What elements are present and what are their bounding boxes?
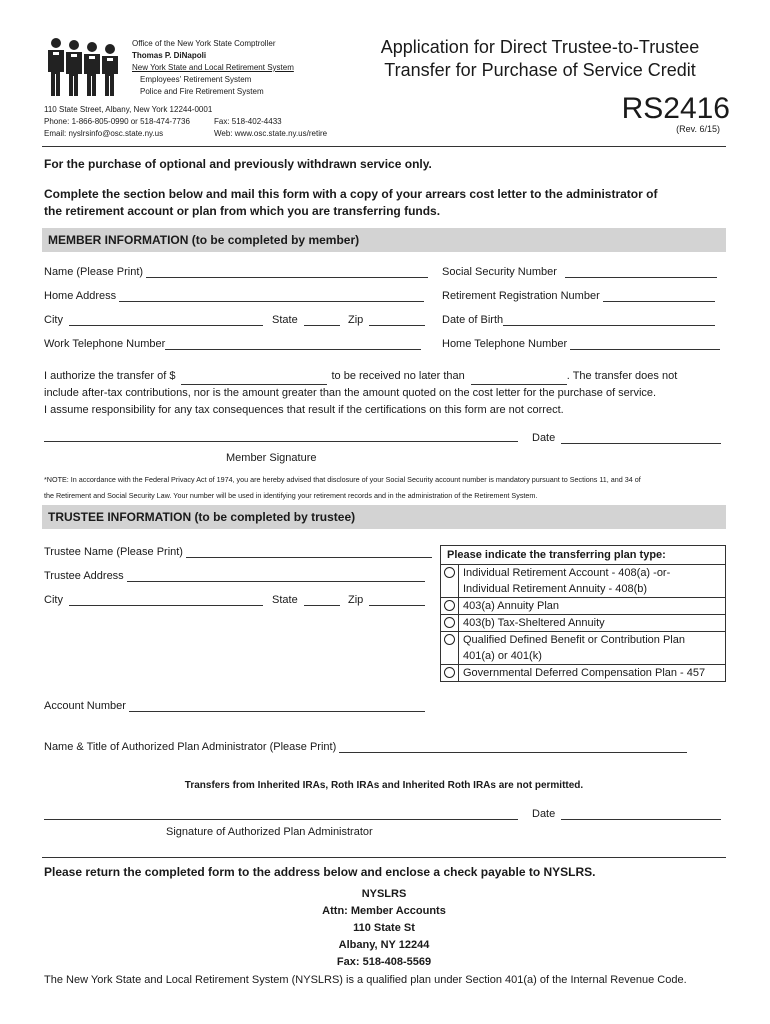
website: Web: www.osc.state.ny.us/retire xyxy=(214,129,328,138)
footer-divider xyxy=(42,857,726,858)
ssn-field[interactable] xyxy=(442,266,717,278)
intro-line-1: For the purchase of optional and previously withdrawn service only. xyxy=(44,157,432,171)
return-instruction: Please return the completed form to the address below and enclose a check payable to NYSLRS. xyxy=(44,865,596,879)
member-date-line[interactable] xyxy=(561,432,721,444)
trustee-city-line[interactable] xyxy=(69,594,263,606)
trustee-section-heading: TRUSTEE INFORMATION (to be completed by trustee) xyxy=(42,505,726,529)
return-city: Albany, NY 12244 xyxy=(338,939,430,951)
form-number: RS2416 xyxy=(621,92,730,125)
registration-number-field[interactable] xyxy=(442,290,715,302)
member-date-field[interactable] xyxy=(532,432,721,444)
home-phone-label: Home Telephone Number xyxy=(442,338,568,350)
trustee-name-field[interactable] xyxy=(44,546,432,558)
radio-403a[interactable] xyxy=(444,600,455,611)
plan-option-401-label-1: Qualified Defined Benefit or Contribution Plan xyxy=(463,634,685,646)
trustee-address-line[interactable] xyxy=(127,570,425,582)
account-number-label: Account Number xyxy=(44,700,126,712)
authorize-line-2: include after-tax contributions, nor is the amount greater than the amount quoted on the cost letter for the purchase of service. xyxy=(44,387,657,399)
admin-name-field[interactable] xyxy=(44,741,687,753)
received-by-date-line[interactable] xyxy=(471,373,567,385)
member-zip-field[interactable] xyxy=(348,314,425,326)
member-section-heading: MEMBER INFORMATION (to be completed by member) xyxy=(42,228,726,252)
work-phone-line[interactable] xyxy=(165,338,421,350)
home-address-label: Home Address xyxy=(44,290,117,302)
admin-signature-label: Signature of Authorized Plan Administrator xyxy=(166,826,373,838)
office-name: Office of the New York State Comptroller xyxy=(132,39,276,48)
footer-text: The New York State and Local Retirement System (NYSLRS) is a qualified plan under Section 401(a) of the Internal Revenue Code. xyxy=(44,974,687,986)
account-number-field[interactable] xyxy=(44,700,425,712)
trustee-name-label: Trustee Name (Please Print) xyxy=(44,546,183,558)
trustee-state-field[interactable] xyxy=(272,594,340,606)
trustee-zip-line[interactable] xyxy=(369,594,425,606)
member-zip-line[interactable] xyxy=(369,314,425,326)
nyslrs-logo xyxy=(42,36,130,100)
trustee-state-label: State xyxy=(272,594,298,606)
intro-line-2: Complete the section below and mail this form with a copy of your arrears cost letter to the administrator of xyxy=(44,187,658,201)
system-sub1: Employees' Retirement System xyxy=(140,75,252,84)
plan-option-ira-label-1: Individual Retirement Account - 408(a) -or- xyxy=(463,567,671,579)
intro-line-3: the retirement account or plan from which you are transferring funds. xyxy=(44,204,441,218)
contact-info xyxy=(44,104,327,140)
member-zip-label: Zip xyxy=(348,314,364,326)
plan-option-ira-label-2: Individual Retirement Annuity - 408(b) xyxy=(463,583,648,595)
fax: Fax: 518-402-4433 xyxy=(214,117,282,126)
admin-signature-line[interactable] xyxy=(44,808,518,820)
registration-number-label: Retirement Registration Number xyxy=(442,290,600,302)
authorize-part-a: I authorize the transfer of $ xyxy=(44,370,176,382)
plan-option-457[interactable] xyxy=(441,665,725,681)
member-name-label: Name (Please Print) xyxy=(44,266,144,278)
member-signature-line[interactable] xyxy=(44,430,518,442)
member-city-field[interactable] xyxy=(44,314,263,326)
registration-number-line[interactable] xyxy=(603,290,715,302)
dob-line[interactable] xyxy=(503,314,715,326)
authorization-text xyxy=(44,368,728,419)
member-name-field[interactable] xyxy=(44,266,428,278)
form-title xyxy=(360,36,720,82)
privacy-note-line-2: the Retirement and Social Security Law. Your number will be used in identifying your retirement records and in the administration of the Retirement System. xyxy=(44,491,538,500)
system-sub2: Police and Fire Retirement System xyxy=(140,87,264,96)
plan-option-403b-label: 403(b) Tax-Sheltered Annuity xyxy=(463,617,605,629)
member-name-line[interactable] xyxy=(146,266,428,278)
trustee-name-line[interactable] xyxy=(186,546,432,558)
home-phone-field[interactable] xyxy=(442,338,720,350)
trustee-city-field[interactable] xyxy=(44,594,263,606)
plan-option-403b[interactable] xyxy=(441,615,725,632)
member-city-label: City xyxy=(44,314,63,326)
member-state-label: State xyxy=(272,314,298,326)
dob-label: Date of Birth xyxy=(442,314,504,326)
radio-401[interactable] xyxy=(444,634,455,645)
return-street: 110 State St xyxy=(353,922,415,934)
system-name: New York State and Local Retirement System xyxy=(132,63,294,72)
member-state-field[interactable] xyxy=(272,314,340,326)
account-number-line[interactable] xyxy=(129,700,425,712)
authorize-part-c: . The transfer does not xyxy=(566,370,678,382)
home-address-line[interactable] xyxy=(119,290,424,302)
trustee-city-label: City xyxy=(44,594,63,606)
dob-field[interactable] xyxy=(442,314,715,326)
admin-name-line[interactable] xyxy=(339,741,687,753)
header-info xyxy=(132,38,294,98)
street-address: 110 State Street, Albany, New York 12244-0001 xyxy=(44,105,213,114)
admin-date-field[interactable] xyxy=(532,808,721,820)
admin-date-line[interactable] xyxy=(561,808,721,820)
plan-option-401-label-2: 401(a) or 401(k) xyxy=(463,650,542,662)
trustee-zip-field[interactable] xyxy=(348,594,425,606)
radio-457[interactable] xyxy=(444,667,455,678)
header-divider xyxy=(42,146,726,147)
plan-type-box xyxy=(440,545,726,682)
radio-403b[interactable] xyxy=(444,617,455,628)
not-permitted-notice: Transfers from Inherited IRAs, Roth IRAs and Inherited Roth IRAs are not permitted. xyxy=(184,780,584,791)
authorize-line-3: I assume responsibility for any tax consequences that result if the certifications on this form are not correct. xyxy=(44,404,564,416)
return-org: NYSLRS xyxy=(361,888,407,900)
home-address-field[interactable] xyxy=(44,290,424,302)
email: Email: nyslrsinfo@osc.state.ny.us xyxy=(44,129,164,138)
title-line-2: Transfer for Purchase of Service Credit xyxy=(384,60,696,80)
radio-ira[interactable] xyxy=(444,567,455,578)
home-phone-line[interactable] xyxy=(570,338,720,350)
work-phone-label: Work Telephone Number xyxy=(44,338,166,350)
title-line-1: Application for Direct Trustee-to-Trustee xyxy=(380,37,700,57)
trustee-zip-label: Zip xyxy=(348,594,364,606)
plan-option-403a-label: 403(a) Annuity Plan xyxy=(463,600,560,612)
plan-option-457-label: Governmental Deferred Compensation Plan - 457 xyxy=(463,667,706,679)
return-fax: Fax: 518-408-5569 xyxy=(336,956,432,968)
plan-type-heading: Please indicate the transferring plan type: xyxy=(441,546,725,565)
plan-option-ira[interactable] xyxy=(441,565,725,598)
member-city-line[interactable] xyxy=(69,314,263,326)
admin-name-label: Name & Title of Authorized Plan Administrator (Please Print) xyxy=(44,741,337,753)
plan-option-401[interactable] xyxy=(441,632,725,665)
member-state-line[interactable] xyxy=(304,314,340,326)
return-attn: Attn: Member Accounts xyxy=(322,905,446,917)
admin-date-label: Date xyxy=(532,808,556,820)
ssn-label: Social Security Number xyxy=(442,266,557,278)
privacy-note xyxy=(44,472,734,504)
plan-option-403a[interactable] xyxy=(441,598,725,615)
member-signature-label: Member Signature xyxy=(226,452,317,464)
trustee-address-field[interactable] xyxy=(44,570,425,582)
authorize-part-b: to be received no later than xyxy=(331,370,465,382)
trustee-state-line[interactable] xyxy=(304,594,340,606)
ssn-line[interactable] xyxy=(565,266,717,278)
phone: Phone: 1-866-805-0990 or 518-474-7736 xyxy=(44,117,190,126)
work-phone-field[interactable] xyxy=(44,338,421,350)
transfer-amount-line[interactable] xyxy=(181,373,327,385)
return-address xyxy=(42,886,726,971)
privacy-note-line-1: *NOTE: In accordance with the Federal Privacy Act of 1974, you are hereby advised that disclosure of your Social Security account number is mandatory pursuant to Sections 11, and 34 of xyxy=(44,475,641,484)
trustee-address-label: Trustee Address xyxy=(44,570,124,582)
member-date-label: Date xyxy=(532,432,556,444)
comptroller-name: Thomas P. DiNapoli xyxy=(132,51,207,60)
form-revision: (Rev. 6/15) xyxy=(676,124,720,134)
